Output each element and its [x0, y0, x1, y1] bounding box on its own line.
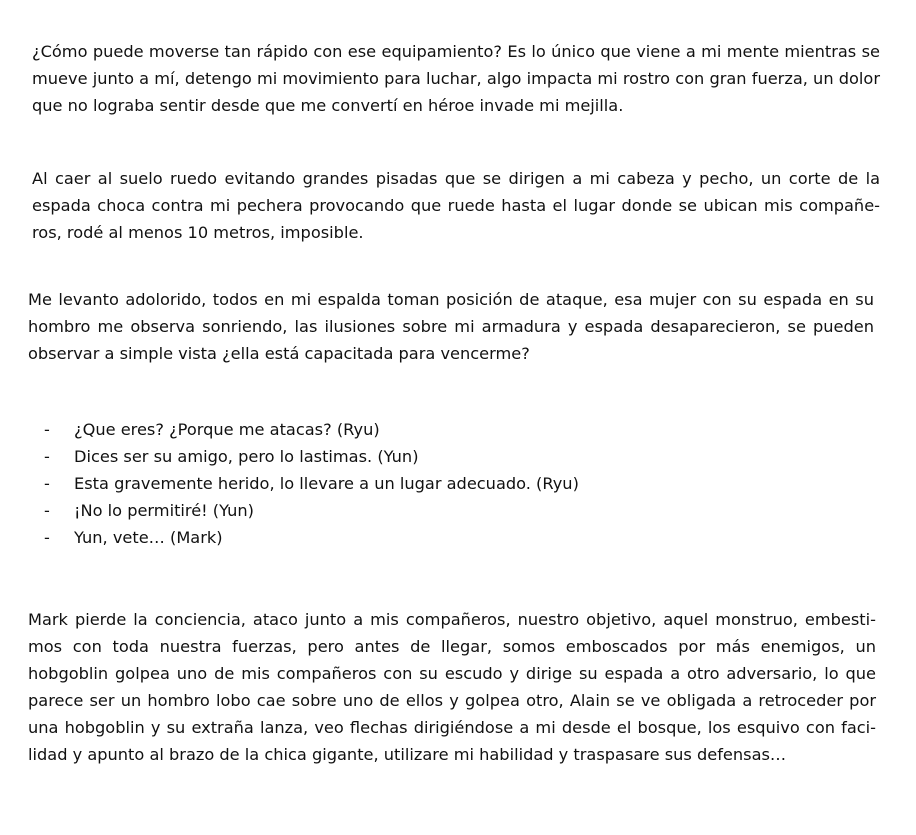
dialogue-text: Dices ser su amigo, pero lo lastimas. (Yun): [74, 447, 419, 466]
dash-bullet: -: [44, 528, 50, 547]
paragraph: Mark pierde la conciencia, ataco junto a mis compañeros, nuestro objetivo, aquel monstruo, embestimos con toda nuestra fuerzas, pero antes de llegar, somos emboscados por más enemigos, un hobgoblin golpea uno de mis compañeros con su escudo y dirige su espada a otro adversario, lo que parece ser un hombro lobo cae sobre uno de ellos y golpea otro, Alain se ve obligada a retroceder por una hobgoblin y su extraña lanza, veo flechas dirigiéndose a mi desde el bosque, los esquivo con facilidad y apunto al brazo de la chica gigante, utilizare mi habilidad y traspasare sus defensas…: [28, 610, 876, 764]
dialogue-text: Esta gravemente herido, lo llevare a un lugar adecuado. (Ryu): [74, 474, 579, 493]
dash-bullet: -: [44, 474, 50, 493]
dialogue-line: [44, 470, 579, 497]
dash-bullet: -: [44, 501, 50, 520]
dialogue-text: ¡No lo permitiré! (Yun): [74, 501, 254, 520]
dialogue-list: [44, 416, 579, 551]
paragraph: ¿Cómo puede moverse tan rápido con ese equipamiento? Es lo único que viene a mi mente mientras se mueve junto a mí, detengo mi movimiento para luchar, algo impacta mi rostro con gran fuerza, un dolor que no lograba sentir desde que me convertí en héroe invade mi mejilla.: [32, 42, 880, 115]
paragraph: Me levanto adolorido, todos en mi espalda toman posición de ataque, esa mujer con su espada en su hombro me observa sonriendo, las ilusiones sobre mi armadura y espada desaparecieron, se pueden observar a simple vista ¿ella está capacitada para vencerme?: [28, 290, 874, 363]
dialogue-text: ¿Que eres? ¿Porque me atacas? (Ryu): [74, 420, 380, 439]
paragraph: Al caer al suelo ruedo evitando grandes pisadas que se dirigen a mi cabeza y pecho, un corte de la espada choca contra mi pechera provocando que ruede hasta el lugar donde se ubican mis compañeros, rodé al menos 10 metros, imposible.: [32, 169, 880, 242]
dialogue-line: [44, 497, 579, 524]
dash-bullet: -: [44, 420, 50, 439]
dialogue-line: [44, 443, 579, 470]
dialogue-text: Yun, vete… (Mark): [74, 528, 223, 547]
dialogue-line: [44, 524, 579, 551]
dialogue-line: [44, 416, 579, 443]
dash-bullet: -: [44, 447, 50, 466]
